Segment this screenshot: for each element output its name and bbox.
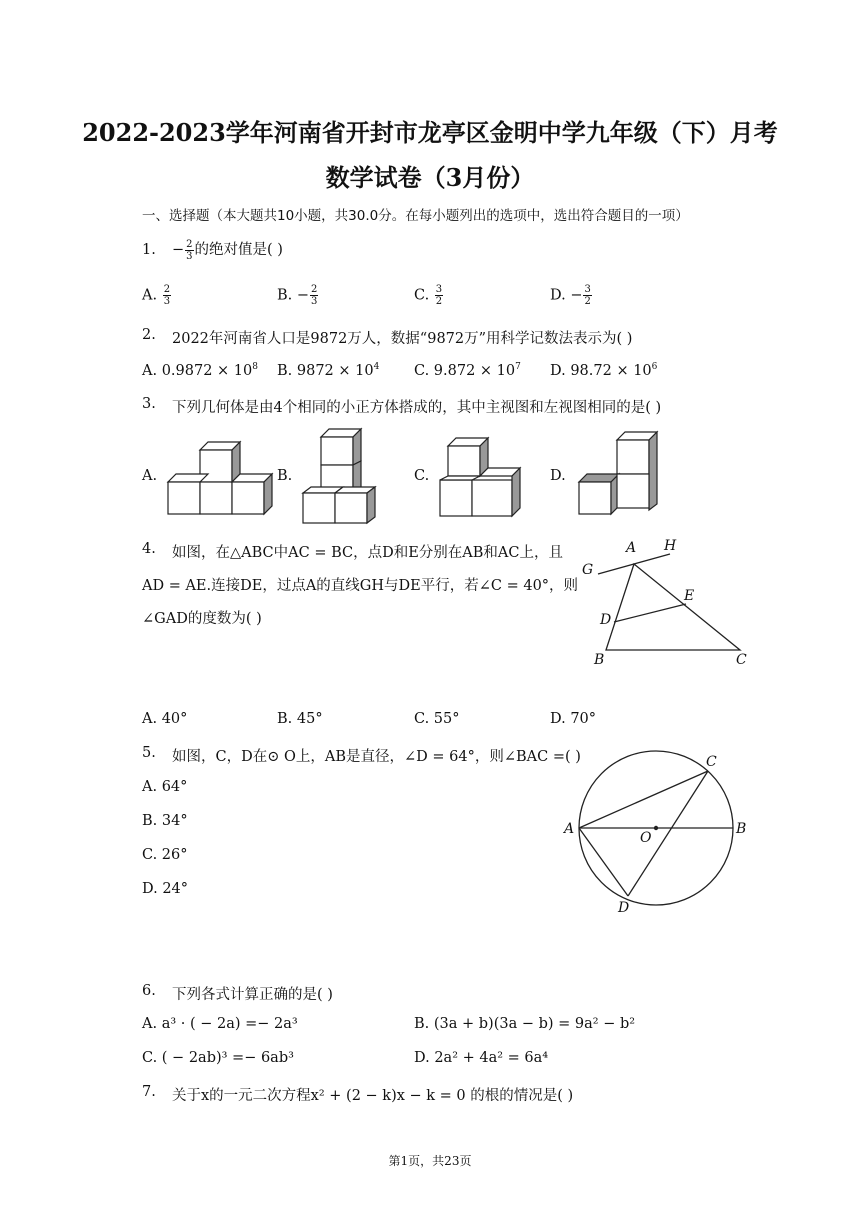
q3-figure-a [160,430,280,520]
q4-label-c: C [736,652,747,668]
q3-option-c: C. [414,468,430,484]
q1-option-d: D. − $\frac{3}{2}$ [550,284,591,307]
q6-option-d: D. 2a² + 4a² = 6a⁴ [414,1050,549,1066]
q5-label-b: B [736,821,747,837]
q5-stem: 如图，C，D在⊙ O上，AB是直径，∠D = 64°，则∠BAC =( ) [172,749,581,765]
q4-option-c: C. 55° [414,711,460,727]
q3-stem: 下列几何体是由4个相同的小正方体搭成的，其中主视图和左视图相同的是( ) [172,400,662,416]
q7-stem: 关于x的一元二次方程x² + (2 − k)x − k = 0 的根的情况是( ) [172,1088,574,1104]
q4-option-a: A. 40° [142,711,188,727]
q4-option-d: D. 70° [550,711,597,727]
q5-option-d: D. 24° [142,881,189,897]
paper-title-line1: 2022-2023学年河南省开封市龙亭区金明中学九年级（下）月考 [82,118,778,147]
paper-title-line2: 数学试卷（3月份） [325,163,535,192]
q4-label-g: G [582,562,594,578]
q4-stem-line3: ∠GAD的度数为( ) [142,611,262,627]
q1-stem: − $\frac{2}{3}$ 的绝对值是( ) [172,238,283,262]
q5-label-c: C [706,754,717,770]
section-header: 一、选择题（本大题共10小题，共30.0分。在每小题列出的选项中，选出符合题目的一项） [142,208,689,224]
q5-label-o: O [640,830,652,846]
q4-stem-line1: 如图，在△ABC中AC = BC，点D和E分别在AB和AC上，且 [172,545,563,561]
q5-number: 5. [142,745,156,761]
q1-option-a: A. $\frac{2}{3}$ [142,284,171,307]
q4-stem-line2: AD = AE.连接DE，过点A的直线GH与DE平行，若∠C = 40°，则 [142,578,579,594]
q6-option-a: A. a³ · ( − 2a) =− 2a³ [142,1016,298,1032]
q1-option-c: C. $\frac{3}{2}$ [414,284,443,307]
q2-number: 2. [142,327,156,343]
q5-label-a: A [564,821,575,837]
q4-label-e: E [684,588,695,604]
q5-option-a: A. 64° [142,779,188,795]
q1-number: 1. [142,242,156,258]
q3-figure-b [297,425,387,525]
q4-label-d: D [600,612,612,628]
q2-option-d: D. $98.72 \times 10^6$ [550,362,658,379]
q3-option-b: B. [277,468,293,484]
q3-option-a: A. [142,468,158,484]
q5-label-d: D [618,900,630,916]
q2-option-a: A. $0.9872 \times 10^8$ [142,362,258,379]
q4-label-b: B [594,652,605,668]
q2-option-c: C. $9.872 \times 10^7$ [414,362,521,379]
page-footer: 第1页，共23页 [388,1154,472,1168]
q5-option-b: B. 34° [142,813,188,829]
q3-figure-d [571,430,671,520]
q2-stem: 2022年河南省人口是9872万人，数据“9872万”用科学记数法表示为( ) [172,331,633,347]
q2-option-b: B. $9872 \times 10^4$ [277,362,380,379]
q4-label-h: H [664,538,677,554]
q6-option-c: C. ( − 2ab)³ =− 6ab³ [142,1050,294,1066]
q4-option-b: B. 45° [277,711,323,727]
q1-stem-text: 的绝对值是( ) [194,242,283,258]
q6-stem: 下列各式计算正确的是( ) [172,987,333,1003]
q5-option-c: C. 26° [142,847,188,863]
q6-number: 6. [142,983,156,999]
q4-triangle-diagram [578,530,758,680]
q6-option-b: B. (3a + b)(3a − b) = 9a² − b² [414,1016,636,1032]
q3-number: 3. [142,396,156,412]
q4-number: 4. [142,541,156,557]
q4-label-a: A [626,540,637,556]
q3-option-d: D. [550,468,566,484]
q5-circle-diagram [560,748,760,918]
q1-option-b: B. − $\frac{2}{3}$ [277,284,318,307]
q7-number: 7. [142,1084,156,1100]
q3-figure-c [434,432,534,522]
